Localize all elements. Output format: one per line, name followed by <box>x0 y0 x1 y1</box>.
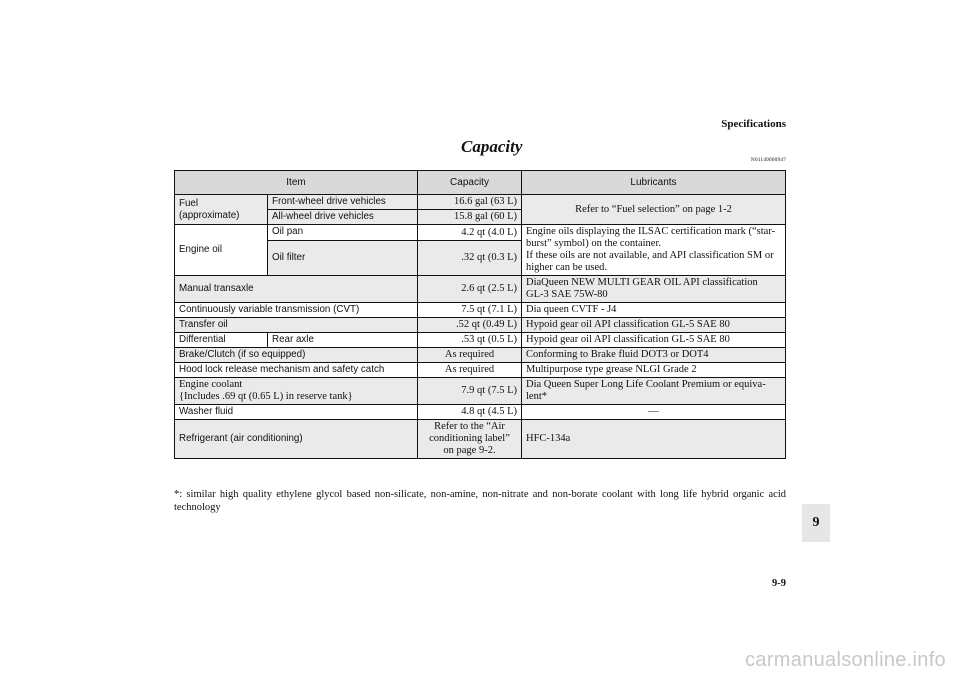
hood-lock-label: Hood lock release mechanism and safety catch <box>175 363 418 378</box>
table-header-row <box>175 171 786 195</box>
document-code: N01149000947 <box>750 157 786 163</box>
refrigerant-label: Refrigerant (air conditioning) <box>175 420 418 459</box>
header-item: Item <box>175 171 418 195</box>
cvt-lubricant: Dia queen CVTF - J4 <box>522 303 786 318</box>
table-row <box>175 363 786 378</box>
brake-label: Brake/Clutch (if so equipped) <box>175 348 418 363</box>
engine-oil-label: Engine oil <box>175 225 268 276</box>
table-row <box>175 303 786 318</box>
engine-oil-sub-pan: Oil pan <box>268 225 418 241</box>
engine-oil-lubricant: Engine oils displaying the ILSAC certification mark (“star-burst” symbol) on the container. If these oils are not available, and API classification SM or higher can be used. <box>522 225 786 276</box>
table-row <box>175 378 786 405</box>
table-row <box>175 276 786 303</box>
brake-capacity: As required <box>418 348 522 363</box>
engine-oil-capacity-filter: .32 qt (0.3 L) <box>418 241 522 276</box>
header-lubricants: Lubricants <box>522 171 786 195</box>
manual-transaxle-label: Manual transaxle <box>175 276 418 303</box>
washer-lubricant: — <box>522 405 786 420</box>
table-row <box>175 318 786 333</box>
header-capacity: Capacity <box>418 171 522 195</box>
differential-label: Differential <box>175 333 268 348</box>
manual-transaxle-capacity: 2.6 qt (2.5 L) <box>418 276 522 303</box>
table-row <box>175 333 786 348</box>
brake-lubricant: Conforming to Brake fluid DOT3 or DOT4 <box>522 348 786 363</box>
manual-transaxle-lubricant: DiaQueen NEW MULTI GEAR OIL API classification GL-3 SAE 75W-80 <box>522 276 786 303</box>
engine-oil-sub-filter: Oil filter <box>268 241 418 276</box>
fuel-sub-fwd: Front-wheel drive vehicles <box>268 195 418 210</box>
fuel-lubricant: Refer to “Fuel selection” on page 1-2 <box>522 195 786 225</box>
transfer-oil-capacity: .52 qt (0.49 L) <box>418 318 522 333</box>
fuel-label: Fuel (approximate) <box>175 195 268 225</box>
table-row <box>175 225 786 241</box>
hood-lock-lubricant: Multipurpose type grease NLGI Grade 2 <box>522 363 786 378</box>
chapter-tab: 9 <box>802 504 830 542</box>
differential-capacity: .53 qt (0.5 L) <box>418 333 522 348</box>
refrigerant-capacity: Refer to the “Air conditioning label” on page 9-2. <box>418 420 522 459</box>
table-row <box>175 195 786 210</box>
coolant-label: Engine coolant {Includes .69 qt (0.65 L) in reserve tank} <box>175 378 418 405</box>
transfer-oil-label: Transfer oil <box>175 318 418 333</box>
transfer-oil-lubricant: Hypoid gear oil API classification GL-5 SAE 80 <box>522 318 786 333</box>
fuel-sub-awd: All-wheel drive vehicles <box>268 210 418 225</box>
table-row <box>175 420 786 459</box>
fuel-capacity-fwd: 16.6 gal (63 L) <box>418 195 522 210</box>
washer-capacity: 4.8 qt (4.5 L) <box>418 405 522 420</box>
differential-lubricant: Hypoid gear oil API classification GL-5 SAE 80 <box>522 333 786 348</box>
engine-oil-capacity-pan: 4.2 qt (4.0 L) <box>418 225 522 241</box>
coolant-capacity: 7.9 qt (7.5 L) <box>418 378 522 405</box>
page-number: 9-9 <box>772 578 786 589</box>
fuel-capacity-awd: 15.8 gal (60 L) <box>418 210 522 225</box>
watermark: carmanualsonline.info <box>745 649 946 671</box>
section-header: Specifications <box>721 118 786 130</box>
hood-lock-capacity: As required <box>418 363 522 378</box>
refrigerant-lubricant: HFC-134a <box>522 420 786 459</box>
table-row <box>175 405 786 420</box>
cvt-label: Continuously variable transmission (CVT) <box>175 303 418 318</box>
washer-label: Washer fluid <box>175 405 418 420</box>
coolant-lubricant: Dia Queen Super Long Life Coolant Premium or equiva- lent* <box>522 378 786 405</box>
capacity-table <box>174 170 786 459</box>
cvt-capacity: 7.5 qt (7.1 L) <box>418 303 522 318</box>
coolant-footnote: *: similar high quality ethylene glycol based non-silicate, non-amine, non-nitrate and non-borate coolant with long life hybrid organic acid technology <box>174 489 786 513</box>
page-title: Capacity <box>461 137 523 156</box>
differential-sub: Rear axle <box>268 333 418 348</box>
table-row <box>175 348 786 363</box>
